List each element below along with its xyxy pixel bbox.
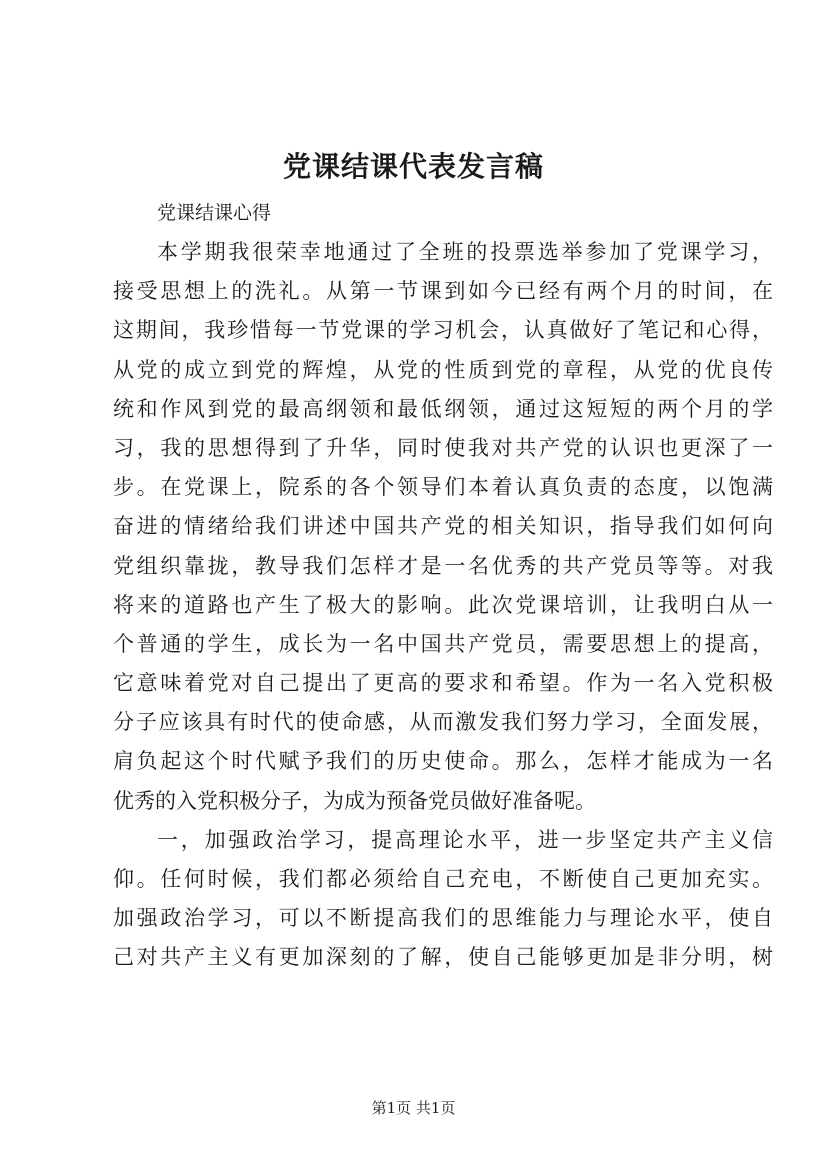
page-footer: 第1页 共1页 bbox=[371, 1099, 456, 1117]
body-line: 统和作风到党的最高纲领和最低纲领，通过这短短的两个月的学 bbox=[113, 396, 773, 421]
body-line: 步。在党课上，院系的各个领导们本着认真负责的态度，以饱满 bbox=[113, 475, 773, 500]
body-line: 优秀的入党积极分子，为成为预备党员做好准备呢。 bbox=[113, 788, 596, 813]
body-line: 个普通的学生，成长为一名中国共产党员，需要思想上的提高， bbox=[113, 631, 773, 656]
body-line: 分子应该具有时代的使命感，从而激发我们努力学习，全面发展， bbox=[113, 710, 773, 735]
body-line: 本学期我很荣幸地通过了全班的投票选举参加了党课学习， bbox=[157, 240, 773, 264]
body-line: 党组织靠拢，教导我们怎样才是一名优秀的共产党员等等。对我 bbox=[113, 553, 773, 578]
document-subtitle: 党课结课心得 bbox=[157, 202, 272, 224]
body-line: 己对共产主义有更加深刻的了解，使自己能够更加是非分明，树 bbox=[113, 945, 773, 970]
body-line: 一，加强政治学习，提高理论水平，进一步坚定共产主义信 bbox=[157, 827, 773, 852]
body-line: 奋进的情绪给我们讲述中国共产党的相关知识，指导我们如何向 bbox=[113, 514, 773, 539]
body-line: 从党的成立到党的辉煌，从党的性质到党的章程，从党的优良传 bbox=[113, 357, 773, 382]
body-line: 仰。任何时候，我们都必须给自己充电，不断使自己更加充实。 bbox=[113, 867, 773, 891]
body-line: 这期间，我珍惜每一节党课的学习机会，认真做好了笔记和心得， bbox=[113, 318, 773, 343]
body-line: 习，我的思想得到了升华，同时使我对共产党的认识也更深了一 bbox=[113, 435, 773, 460]
body-line: 将来的道路也产生了极大的影响。此次党课培训，让我明白从一 bbox=[113, 592, 773, 617]
body-line: 接受思想上的洗礼。从第一节课到如今已经有两个月的时间，在 bbox=[113, 279, 773, 304]
body-line: 肩负起这个时代赋予我们的历史使命。那么，怎样才能成为一名 bbox=[113, 749, 773, 774]
document-title: 党课结课代表发言稿 bbox=[282, 150, 544, 183]
body-line: 加强政治学习，可以不断提高我们的思维能力与理论水平，使自 bbox=[113, 906, 773, 931]
document-body bbox=[113, 233, 773, 978]
body-line: 它意味着党对自己提出了更高的要求和希望。作为一名入党积极 bbox=[113, 671, 773, 696]
